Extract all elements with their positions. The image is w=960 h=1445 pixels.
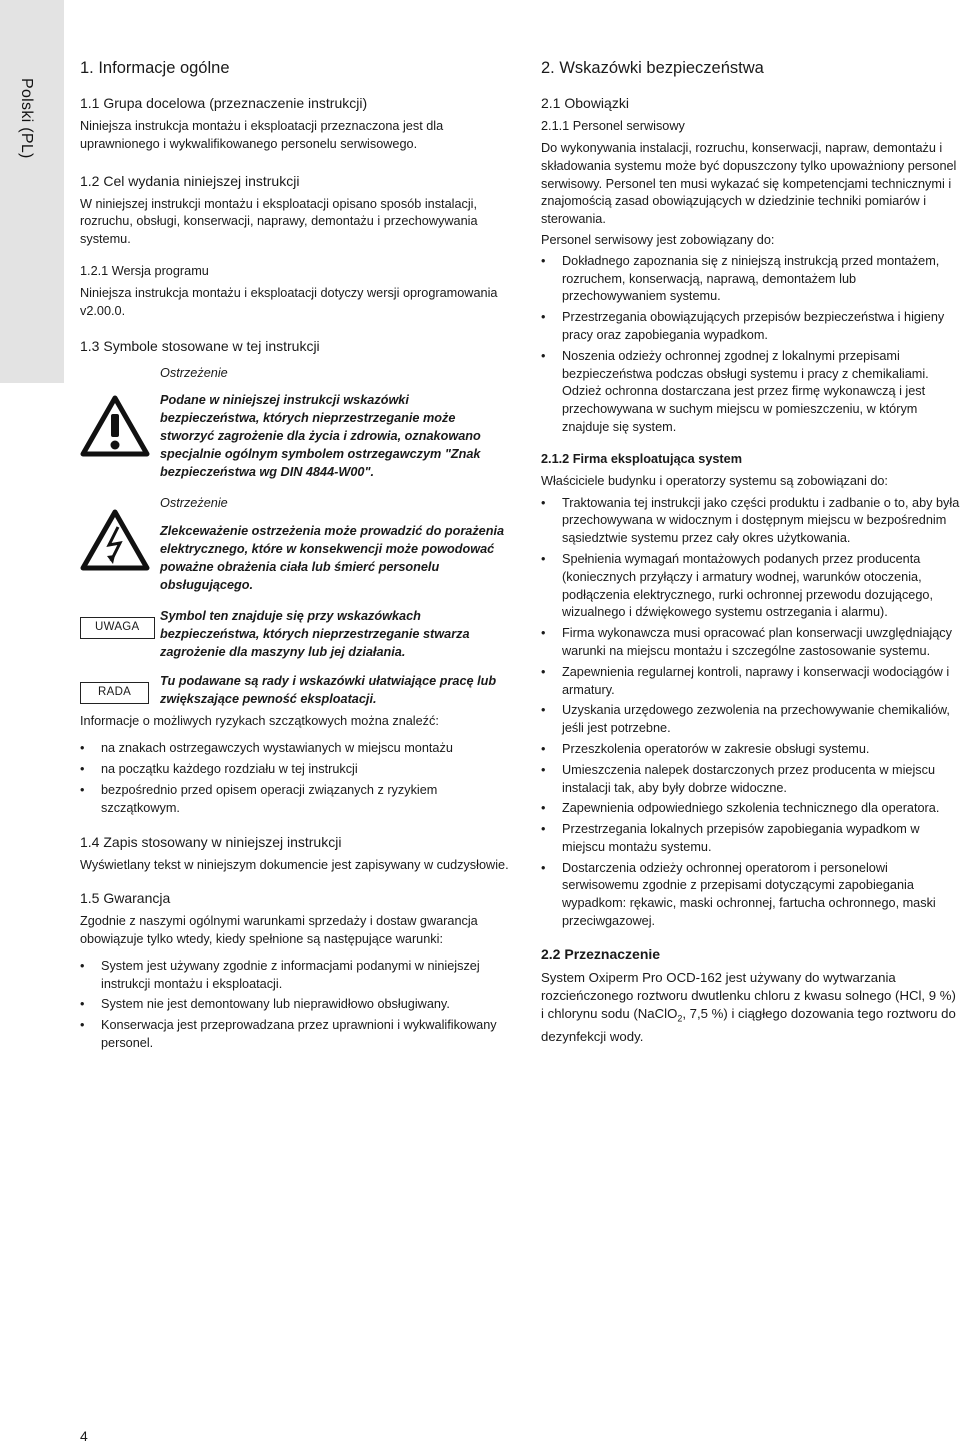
section-1-1-title: 1.1 Grupa docelowa (przeznaczenie instrukcji)	[80, 95, 368, 111]
left-column	[80, 57, 510, 1063]
section-1-1-text: Niniejsza instrukcja montażu i eksploatacji przeznaczona jest dla uprawnionego i wykwalifikowanego personelu serwisowego.	[80, 119, 444, 151]
list-item: • Zapewnienia regularnej kontroli, naprawy i konserwacji wodociągów i armatury.	[541, 664, 960, 700]
warning-1-text: Podane w niniejszej instrukcji wskazówki bezpieczeństwa, których nieprzestrzeganie może stworzyć zagrożenie dla życia i zdrowia, oznakowano specjalnie ogólnym symbolem ostrzegawczym "Znak bezpieczeństwa wg DIN 4844-W00".	[160, 393, 481, 479]
list-item: • bezpośrednio przed opisem operacji związanych z ryzykiem szczątkowym.	[80, 782, 510, 818]
section-2-2-text	[541, 969, 960, 1046]
section-2-1-title: 2.1 Obowiązki	[541, 95, 629, 111]
language-tab-label: Polski (PL)	[18, 78, 35, 159]
section-1-3-title: 1.3 Symbole stosowane w tej instrukcji	[80, 337, 320, 354]
warranty-list	[80, 958, 510, 1053]
section-1-2-text: W niniejszej instrukcji montażu i eksploatacji opisano sposób instalacji, rozruchu, obsługi, konserwacji, naprawy, demontażu i przechowywania systemu.	[80, 196, 478, 247]
list-item: • Traktowania tej instrukcji jako części produktu i zadbanie o to, aby była przechowywana w widocznym i dostępnym miejscu w bezpośrednim sąsiedztwie systemu przez cały okres użytkowania.	[541, 495, 960, 548]
list-item: • na znakach ostrzegawczych wystawianych w miejscu montażu	[80, 740, 510, 758]
rada-text: Tu podawane są rady i wskazówki ułatwiające pracę lub zwiększające pewność eksploatacji.	[160, 673, 497, 706]
list-item: • Zapewnienia odpowiedniego szkolenia technicznego dla operatora.	[541, 800, 960, 818]
section-1-2-1-text: Niniejsza instrukcja montażu i eksploatacji dotyczy wersji oprogramowania v2.00.0.	[80, 285, 498, 318]
list-item: • na początku każdego rozdziału w tej instrukcji	[80, 761, 510, 779]
list-item: • Przeszkolenia operatorów w zakresie obsługi systemu.	[541, 741, 960, 759]
section-1-5-text: Zgodnie z naszymi ogólnymi warunkami sprzedaży i dostaw gwarancja obowiązuje tylko wtedy, kiedy spełnione są następujące warunki:	[80, 914, 478, 946]
page-number: 4	[80, 1428, 88, 1444]
section-2-2-text-a: System Oxiperm Pro OCD-162 jest używany do wytwarzania rozcieńczonego roztworu dwutlenku chloru z kwasu solnego (HCl, 9 %) i chlorynu sodu (NaClO	[541, 969, 956, 1021]
operator-list	[541, 495, 960, 931]
list-item: • System nie jest demontowany lub nieprawidłowo obsługiwany.	[80, 996, 510, 1014]
list-item: • System jest używany zgodnie z informacjami podanymi w niniejszej instrukcji montażu i eksploatacji.	[80, 958, 510, 994]
warning-2-title: Ostrzeżenie	[160, 496, 228, 511]
section-2-title: 2. Wskazówki bezpieczeństwa	[541, 59, 764, 77]
section-2-2-title: 2.2 Przeznaczenie	[541, 945, 661, 962]
list-item: • Dostarczenia odzieży ochronnej operatorom i personelowi serwisowemu zgodnie z przepisami dotyczącymi zapobiegania wypadkom: rękawic, maski ochronnej, fartucha ochronnego, maski przeciwgazowej.	[541, 860, 960, 931]
section-2-1-1-text-2: Personel serwisowy jest zobowiązany do:	[541, 232, 775, 247]
list-item: • Dokładnego zapoznania się z niniejszą instrukcją przed montażem, rozruchem, konserwacją, naprawą, demontażem lub przechowywaniem systemu.	[541, 253, 960, 306]
section-1-4-title: 1.4 Zapis stosowany w niniejszej instrukcji	[80, 834, 342, 851]
uwaga-label: UWAGA	[80, 617, 155, 639]
section-1-2-1-title: 1.2.1 Wersja programu	[80, 263, 209, 278]
warning-triangle-icon	[80, 365, 160, 457]
risk-list	[80, 740, 510, 817]
section-1-5-title: 1.5 Gwarancja	[80, 890, 171, 907]
section-2-2-text-b: , 7,5 %) i ciągłego dozowania tego roztworu do dezynfekcji wody.	[541, 1005, 956, 1044]
section-1-2-title: 1.2 Cel wydania niniejszej instrukcji	[80, 172, 300, 189]
list-item: • Przestrzegania lokalnych przepisów zapobiegania wypadkom w miejscu montażu systemu.	[541, 821, 960, 857]
list-item: • Umieszczenia nalepek dostarczonych przez producenta w miejscu instalacji tak, aby były dobrze widoczne.	[541, 762, 960, 798]
section-2-1-1-text-1: Do wykonywania instalacji, rozruchu, konserwacji, napraw, demontażu i składowania systemu może być dopuszczony tylko upoważniony personel serwisowy. Personel ten musi wykazać się kompetencjami technicznymi i znajomością zasad obowiązujących w dziedzinie techniki pomiarów i sterowania.	[541, 141, 957, 227]
list-item: • Noszenia odzieży ochronnej zgodnej z lokalnymi przepisami bezpieczeństwa podczas obsługi systemu i pracy z chemikaliami. Odzież ochronna dostarczana jest przez firmę wykonawczą i jest przechowywana w suchym miejscu w pomieszczeniu, w którym znajduje się system.	[541, 348, 960, 437]
warning-electric-notice	[80, 495, 510, 594]
section-2-1-2-text: Właściciele budynku i operatorzy systemu są zobowiązani do:	[541, 473, 888, 488]
service-staff-list	[541, 253, 960, 437]
subscript-2: 2	[677, 1013, 683, 1024]
warning-1-title: Ostrzeżenie	[160, 365, 228, 380]
warning-general-notice	[80, 365, 510, 482]
uwaga-text: Symbol ten znajduje się przy wskazówkach bezpieczeństwa, których nieprzestrzeganie stwarza zagrożenie dla maszyny lub jej działania.	[160, 609, 470, 659]
section-2-1-1-title: 2.1.1 Personel serwisowy	[541, 119, 685, 133]
uwaga-notice	[80, 608, 510, 661]
rada-notice	[80, 673, 510, 709]
list-item: • Uzyskania urzędowego zezwolenia na przechowywanie chemikaliów, jeśli jest potrzebne.	[541, 702, 960, 738]
warning-2-text: Zlekceważenie ostrzeżenia może prowadzić do porażenia elektrycznego, które w konsekwencji może powodować poważne obrażenia ciała lub śmierć personelu obsługującego.	[160, 524, 505, 592]
list-item: • Konserwacja jest przeprowadzana przez uprawnioni i wykwalifikowany personel.	[80, 1017, 510, 1053]
language-sidebar	[0, 0, 64, 383]
electric-hazard-icon	[80, 495, 160, 571]
list-item: • Spełnienia wymagań montażowych podanych przez producenta (koniecznych przyłączy i armatury wodnej, warunków otoczenia, podłączenia elektrycznego, rurki ochronnej przewodu dozującego, wizualnego i dźwiękowego systemu ostrzegania i alarmu).	[541, 551, 960, 622]
section-1-title: 1. Informacje ogólne	[80, 59, 230, 77]
list-item: • Przestrzegania obowiązujących przepisów bezpieczeństwa i higieny pracy oraz zapobiegania wypadkom.	[541, 309, 960, 345]
rada-label: RADA	[80, 682, 149, 704]
list-item: • Firma wykonawcza musi opracować plan konserwacji uwzględniający warunki na miejscu montażu i szczególne zastosowanie systemu.	[541, 625, 960, 661]
section-2-1-2-title: 2.1.2 Firma eksploatująca system	[541, 451, 742, 466]
section-1-4-text: Wyświetlany tekst w niniejszym dokumencie jest zapisywany w cudzysłowie.	[80, 858, 509, 873]
risk-intro: Informacje o możliwych ryzykach szczątkowych można znaleźć:	[80, 714, 439, 729]
right-column	[541, 57, 960, 1055]
